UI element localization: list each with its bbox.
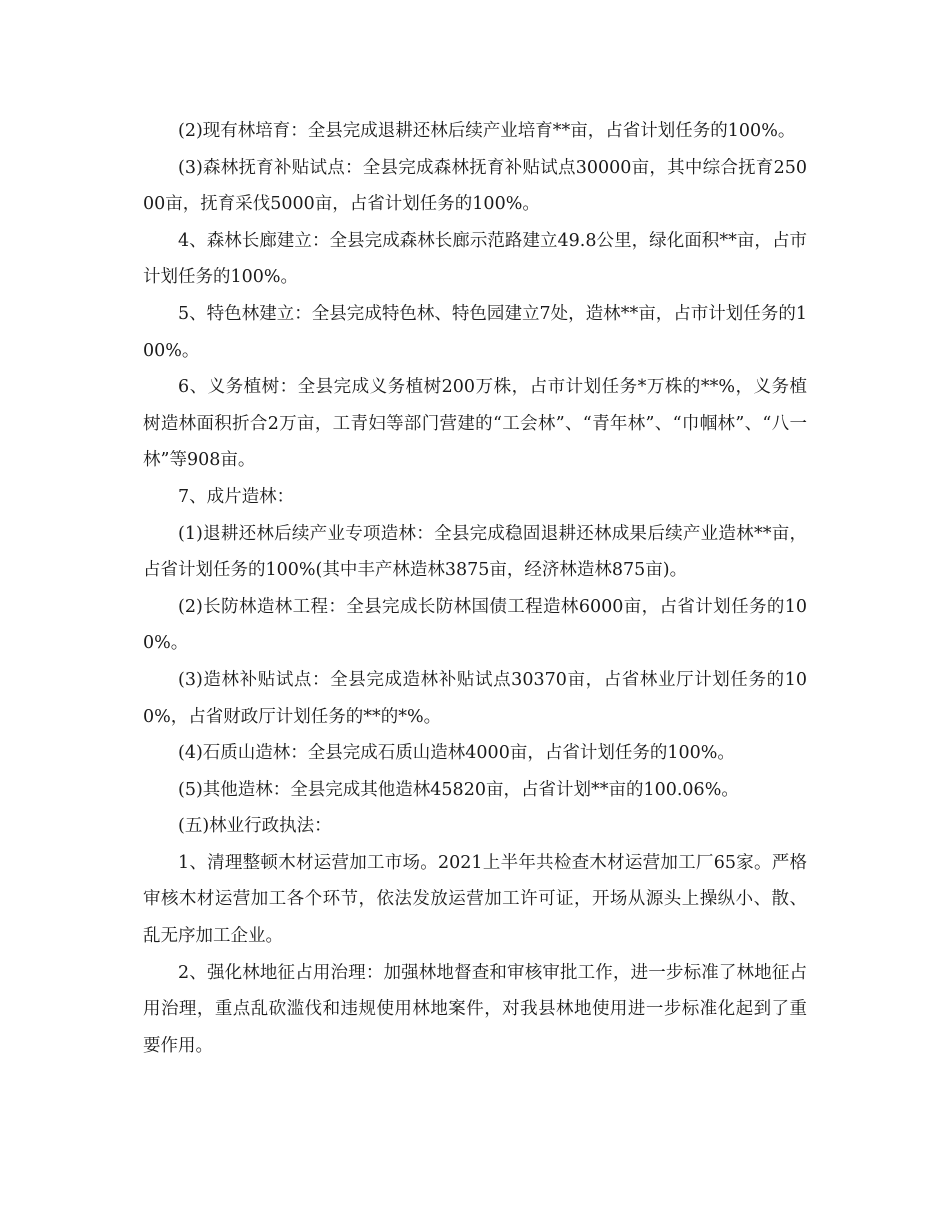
paragraph-featured-forest: 5、特色林建立：全县完成特色林、特色园建立7处，造林**亩，占市计划任务的100%。 bbox=[143, 303, 807, 361]
paragraph-yangtze-shelter-forest: (2)长防林造林工程：全县完成长防林国债工程造林6000亩，占省计划任务的100%。 bbox=[143, 596, 807, 654]
paragraph-timber-market-rectification: 1、清理整顿木材运营加工市场。2021上半年共检查木材运营加工厂65家。严格审核木材运营加工各个环节，依法发放运营加工许可证，开场从源头上操纵小、散、乱无序加工企业。 bbox=[143, 852, 807, 947]
paragraph-rocky-mountain-afforestation: (4)石质山造林：全县完成石质山造林4000亩，占省计划任务的100%。 bbox=[178, 743, 735, 764]
paragraph-heading-large-scale-afforestation: 7、成片造林： bbox=[178, 486, 295, 507]
paragraph-voluntary-tree-planting: 6、义务植树：全县完成义务植树200万株，占市计划任务*万株的**%，义务植树造林面积折合2万亩，工青妇等部门营建的“工会林”、“青年林”、“巾帼林”、“八一林”等908亩。 bbox=[143, 377, 807, 471]
paragraph-other-afforestation: (5)其他造林：全县完成其他造林45820亩，占省计划**亩的100.06%。 bbox=[178, 779, 739, 800]
paragraph-forest-land-management: 2、强化林地征占用治理：加强林地督查和审核审批工作，进一步标准了林地征占用治理，重点乱砍滥伐和违规使用林地案件，对我县林地使用进一步标准化起到了重要作用。 bbox=[143, 962, 807, 1056]
document-body bbox=[143, 113, 807, 1064]
paragraph-forest-tending-subsidy: (3)森林抚育补贴试点：全县完成森林抚育补贴试点30000亩，其中综合抚育25000亩，抚育采伐5000亩，占省计划任务的100%。 bbox=[143, 157, 807, 215]
paragraph-forest-corridor: 4、森林长廊建立：全县完成森林长廊示范路建立49.8公里，绿化面积**亩，占市计划任务的100%。 bbox=[143, 230, 807, 288]
paragraph-returning-farmland-afforestation: (1)退耕还林后续产业专项造林：全县完成稳固退耕还林成果后续产业造林**亩，占省计划任务的100%(其中丰产林造林3875亩，经济林造林875亩)。 bbox=[143, 523, 807, 581]
paragraph-afforestation-subsidy: (3)造林补贴试点：全县完成造林补贴试点30370亩，占省林业厅计划任务的100%，占省财政厅计划任务的**的*%。 bbox=[143, 669, 807, 727]
paragraph-existing-forest-cultivation: (2)现有林培育：全县完成退耕还林后续产业培育**亩，占省计划任务的100%。 bbox=[178, 121, 796, 141]
paragraph-heading-forestry-law-enforcement: (五)林业行政执法： bbox=[178, 816, 332, 837]
